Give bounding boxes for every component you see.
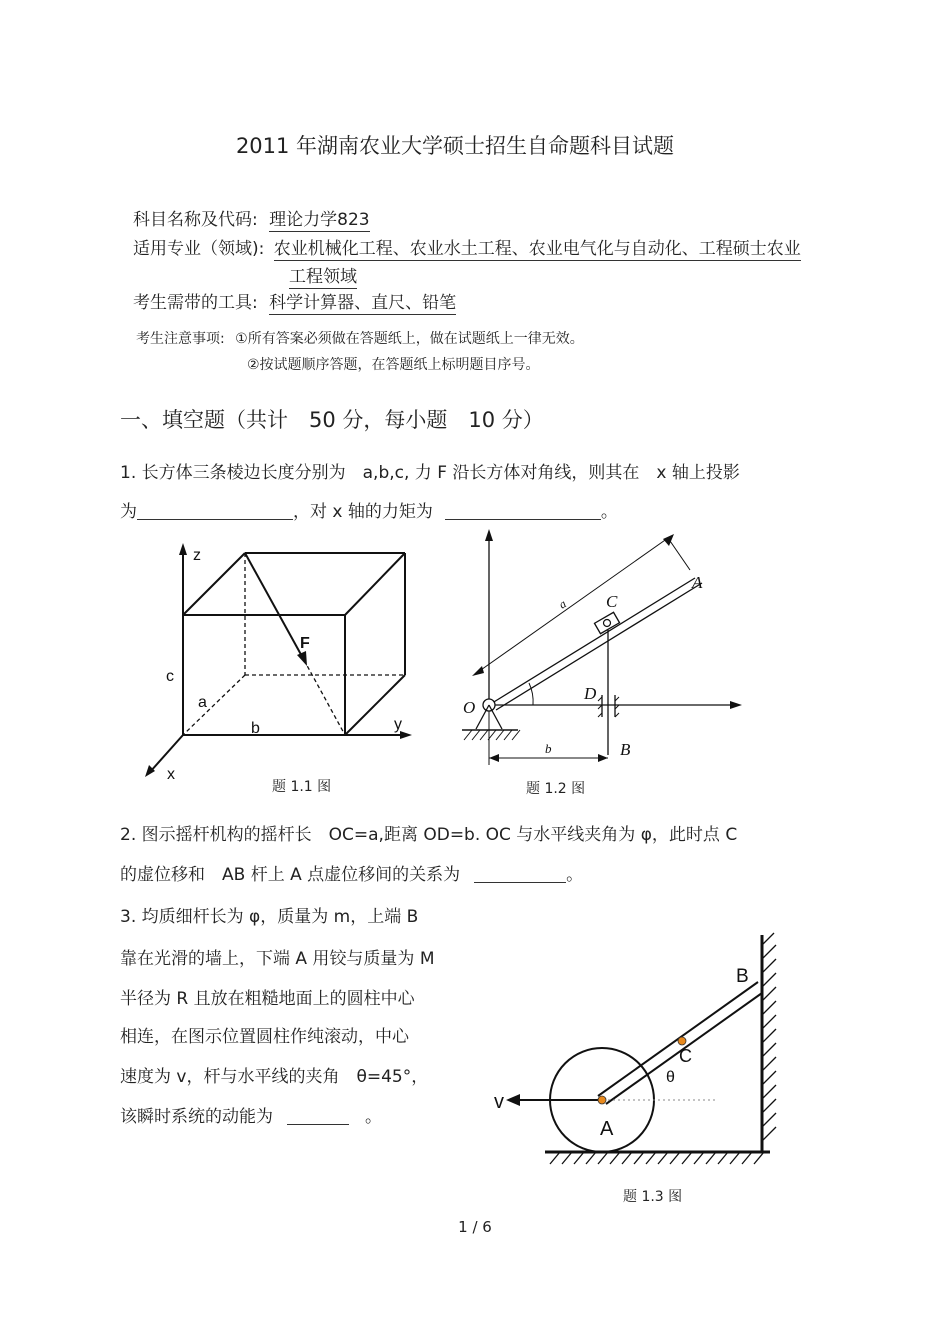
major-label: 适用专业（领域): xyxy=(133,239,265,259)
point-C-dot xyxy=(678,1037,686,1045)
label-b: b xyxy=(251,720,260,737)
label-v: v xyxy=(494,1091,504,1113)
figure-1-1 xyxy=(120,535,430,805)
label-A: A xyxy=(692,573,703,592)
q3-line5: 速度为 v，杆与水平线的夹角 θ=45°， xyxy=(120,1067,429,1087)
figure-1-2 xyxy=(450,525,750,775)
force-arrow-head xyxy=(297,651,307,666)
figure-1-1-caption: 题 1.1 图 xyxy=(272,779,332,795)
section-heading: 一、填空题（共计 50 分，每小题 10 分） xyxy=(120,408,544,432)
notes-row1 xyxy=(136,328,584,348)
label-z: z xyxy=(193,547,201,564)
label-a: a xyxy=(198,694,207,711)
page-number: 1 / 6 xyxy=(458,1218,492,1236)
label-theta: θ xyxy=(666,1069,675,1086)
q1-line1: 1. 长方体三条棱边长度分别为 a,b,c, 力 F 沿长方体对角线，则其在 x 轴上投影 xyxy=(120,463,740,483)
figure-1-3-caption: 题 1.3 图 xyxy=(623,1189,683,1205)
velocity-arrow-head xyxy=(506,1094,520,1106)
q1-answer-blank-2[interactable] xyxy=(445,503,601,520)
major-value-line1: 农业机械化工程、农业水土工程、农业电气化与自动化、工程硕士农业 xyxy=(273,239,801,259)
q3-line6 xyxy=(120,1102,382,1127)
subject-row xyxy=(133,205,370,230)
notes-item2: ②按试题顺序答题，在答题纸上标明题目序号。 xyxy=(247,357,540,373)
label-B: B xyxy=(620,740,631,759)
tools-label: 考生需带的工具: xyxy=(133,293,258,313)
page-title: 2011 年湖南农业大学硕士招生自命题科目试题 xyxy=(235,134,675,158)
label-x: x xyxy=(167,766,175,783)
q2-line2 xyxy=(120,860,583,885)
z-arrow-head xyxy=(179,543,187,555)
q3-line6-prefix: 该瞬时系统的动能为 xyxy=(120,1107,273,1127)
q3-line4: 相连，在图示位置圆柱作纯滚动，中心 xyxy=(120,1027,409,1047)
q3-answer-blank[interactable] xyxy=(287,1108,349,1125)
q2-answer-blank[interactable] xyxy=(474,866,566,883)
point-A-dot xyxy=(598,1096,606,1104)
label-O: O xyxy=(463,698,476,717)
q1-line2-end: 。 xyxy=(600,502,618,522)
q3-line2: 靠在光滑的墙上，下端 A 用铰与质量为 M xyxy=(120,949,435,969)
q1-line2-mid: ，对 x 轴的力矩为 xyxy=(293,502,433,522)
q2-line2-prefix: 的虚位移和 AB 杆上 A 点虚位移间的关系为 xyxy=(120,865,461,885)
q2-line2-end: 。 xyxy=(566,865,584,885)
q1-line2-prefix: 为 xyxy=(120,502,137,522)
q3-line3: 半径为 R 且放在粗糙地面上的圆柱中心 xyxy=(120,989,415,1009)
label-y: y xyxy=(394,716,402,733)
label-D: D xyxy=(584,684,597,703)
subject-value: 理论力学823 xyxy=(269,210,370,230)
tools-value: 科学计算器、直尺、铅笔 xyxy=(269,293,457,313)
label-C: C xyxy=(606,592,618,611)
notes-item1: ①所有答案必须做在答题纸上，做在试题纸上一律无效。 xyxy=(235,331,584,347)
q2-line1: 2. 图示摇杆机构的摇杆长 OC=a,距离 OD=b. OC 与水平线夹角为 φ，此时点 C xyxy=(120,825,738,845)
q3-line6-end: 。 xyxy=(365,1107,382,1127)
label-B: B xyxy=(736,966,749,987)
label-A: A xyxy=(600,1118,614,1140)
major-value-line2-wrap xyxy=(289,262,357,287)
label-C: C xyxy=(679,1046,692,1066)
label-b: b xyxy=(545,741,552,756)
subject-label: 科目名称及代码: xyxy=(133,210,258,230)
notes-label: 考生注意事项: xyxy=(136,331,225,347)
label-a: a xyxy=(556,596,569,612)
q1-answer-blank-1[interactable] xyxy=(137,503,293,520)
q3-line1: 3. 均质细杆长为 φ，质量为 m，上端 B xyxy=(120,907,419,927)
major-row xyxy=(133,234,801,259)
label-c: c xyxy=(166,668,174,685)
major-value-line2: 工程领域 xyxy=(289,267,357,287)
figure-1-3 xyxy=(490,930,790,1180)
tools-row xyxy=(133,288,456,313)
figure-1-2-caption: 题 1.2 图 xyxy=(526,781,586,797)
q1-line2 xyxy=(120,497,618,522)
label-F: F xyxy=(300,635,310,652)
